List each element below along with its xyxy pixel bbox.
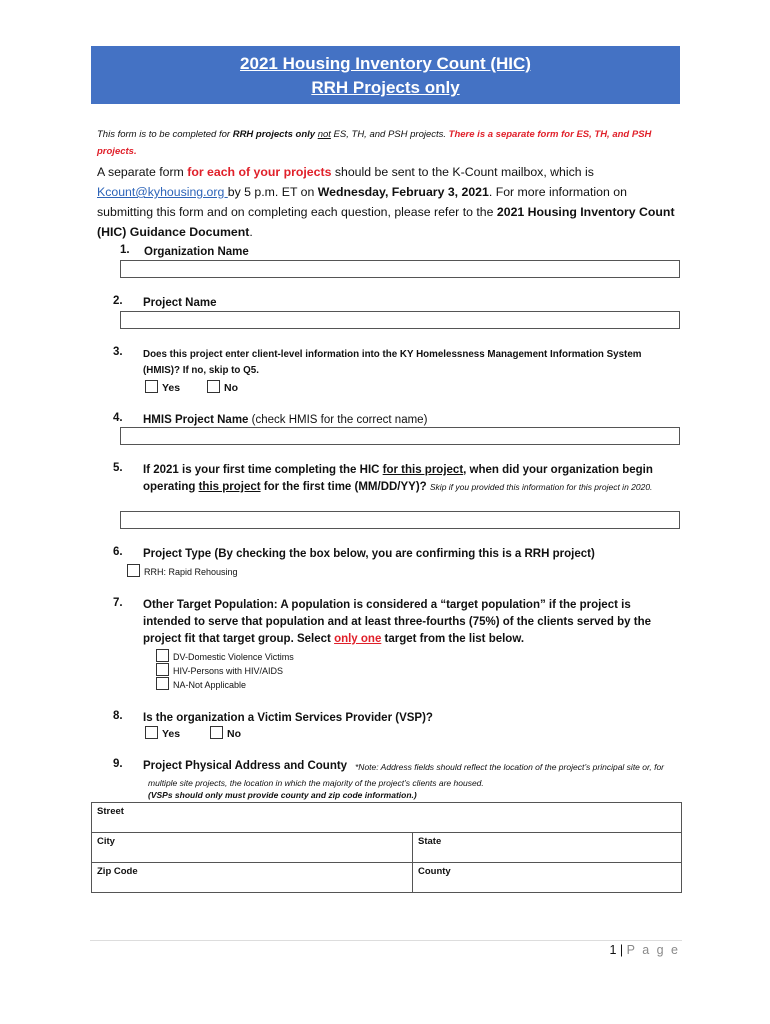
q4-label-text: HMIS Project Name bbox=[143, 414, 249, 426]
rrh-checkbox[interactable] bbox=[127, 564, 140, 577]
street-cell[interactable] bbox=[92, 803, 682, 833]
q8-number: 8. bbox=[113, 710, 123, 722]
q9-note: *Note: Address fields should reflect the location of the project’s principal site or, for multiple site projects, the location in which the majority of the project’s clients are housed. bbox=[148, 762, 664, 788]
city-label: City bbox=[97, 836, 115, 847]
intro-small-bold: RRH projects only bbox=[232, 129, 316, 140]
county-label: County bbox=[418, 866, 451, 877]
target-dv-label: DV-Domestic Violence Victims bbox=[173, 652, 294, 662]
q3-yes-label: Yes bbox=[162, 382, 181, 394]
target-hiv-label: HIV-Persons with HIV/AIDS bbox=[173, 666, 284, 676]
q7-part2: target from the list below. bbox=[381, 633, 525, 645]
form-header bbox=[91, 46, 680, 104]
intro-main-part2: should be sent to the K-Count mailbox, which is bbox=[331, 165, 594, 179]
form-subtitle: RRH Projects only bbox=[311, 78, 460, 97]
q8-yes-label: Yes bbox=[162, 728, 181, 740]
intro-main-part1: A separate form bbox=[97, 165, 188, 179]
q5-part2: , when did your organization begin operating bbox=[143, 464, 653, 493]
page-label: P a g e bbox=[626, 943, 680, 957]
page-footer bbox=[560, 943, 680, 957]
q5-underline1: for this project bbox=[382, 464, 464, 476]
project-name-field[interactable] bbox=[120, 311, 680, 329]
deadline-date: Wednesday, February 3, 2021 bbox=[317, 185, 489, 199]
county-cell[interactable] bbox=[413, 863, 682, 893]
q9-label: Project Physical Address and County bbox=[143, 760, 348, 772]
q8-no-option[interactable] bbox=[210, 726, 241, 740]
hmis-project-name-field[interactable] bbox=[120, 427, 680, 445]
q5-number: 5. bbox=[113, 462, 123, 474]
page-separator: | bbox=[616, 943, 627, 957]
state-label: State bbox=[418, 836, 442, 847]
q4-number: 4. bbox=[113, 412, 123, 424]
state-cell[interactable] bbox=[413, 833, 682, 863]
organization-name-field[interactable] bbox=[120, 260, 680, 278]
q9-number: 9. bbox=[113, 758, 123, 770]
intro-small-text bbox=[97, 126, 682, 160]
q8-yes-checkbox[interactable] bbox=[145, 726, 158, 739]
intro-main-part3: by 5 p.m. ET on bbox=[227, 185, 318, 199]
rrh-option[interactable] bbox=[127, 564, 238, 577]
target-na-checkbox[interactable] bbox=[156, 677, 169, 690]
q3-yes-option[interactable] bbox=[145, 380, 180, 394]
q6-label: Project Type (By checking the box below, you are confirming this is a RRH project) bbox=[143, 548, 595, 560]
q6-number: 6. bbox=[113, 546, 123, 558]
intro-small-not: not bbox=[317, 129, 331, 140]
rrh-label: RRH: Rapid Rehousing bbox=[144, 567, 238, 577]
intro-main-end: . bbox=[249, 225, 253, 239]
guidance-doc-name: 2021 Housing Inventory Count (HIC) Guidance Document bbox=[97, 205, 675, 239]
q8-no-label: No bbox=[227, 728, 241, 740]
q3-yes-checkbox[interactable] bbox=[145, 380, 158, 393]
intro-main-red: for each of your projects bbox=[187, 165, 332, 179]
target-dv-checkbox[interactable] bbox=[156, 649, 169, 662]
q8-no-checkbox[interactable] bbox=[210, 726, 223, 739]
page-number: 1 bbox=[609, 943, 617, 957]
intro-main-part4: . For more information on submitting this form and on completing each question, please refer to the bbox=[97, 185, 627, 219]
intro-main-text bbox=[97, 162, 682, 242]
target-dv-option[interactable] bbox=[156, 649, 294, 662]
intro-small-red: There is a separate form for ES, TH, and PSH projects. bbox=[97, 129, 652, 157]
target-hiv-checkbox[interactable] bbox=[156, 663, 169, 676]
q3-no-label: No bbox=[224, 382, 238, 394]
q4-hint: (check HMIS for the correct name) bbox=[248, 414, 428, 426]
target-na-label: NA-Not Applicable bbox=[173, 680, 247, 690]
zip-label: Zip Code bbox=[97, 866, 138, 877]
address-table bbox=[91, 802, 682, 893]
city-cell[interactable] bbox=[92, 833, 413, 863]
q8-yes-option[interactable] bbox=[145, 726, 180, 740]
q7-part1: Other Target Population: A population is considered a “target population” if the project is intended to serve that population and at least three-fourths (75%) of the clients served by the project fit that target group. Select bbox=[143, 599, 651, 645]
street-label: Street bbox=[97, 806, 124, 817]
footer-divider bbox=[90, 940, 682, 941]
q3-number: 3. bbox=[113, 346, 123, 358]
q7-label bbox=[143, 597, 668, 648]
q5-part1: If 2021 is your first time completing the HIC bbox=[143, 464, 383, 476]
q2-label: Project Name bbox=[143, 297, 217, 309]
q3-no-option[interactable] bbox=[207, 380, 238, 394]
q2-number: 2. bbox=[113, 295, 123, 307]
q8-label: Is the organization a Victim Services Provider (VSP)? bbox=[143, 712, 433, 724]
q3-no-checkbox[interactable] bbox=[207, 380, 220, 393]
q1-label: Organization Name bbox=[144, 246, 249, 258]
kcount-email-link[interactable]: Kcount@kyhousing.org bbox=[97, 185, 228, 199]
q5-note: Skip if you provided this information for this project in 2020. bbox=[429, 482, 653, 492]
q3-label: Does this project enter client-level information into the KY Homelessness Management Information System (HMIS)? If no, skip to Q5. bbox=[143, 349, 642, 376]
form-title: 2021 Housing Inventory Count (HIC) bbox=[240, 54, 531, 73]
q1-number: 1. bbox=[120, 244, 130, 256]
q9-vsp-note: (VSPs should only must provide county and zip code information.) bbox=[148, 790, 417, 800]
intro-small-part1: This form is to be completed for bbox=[97, 129, 233, 140]
q5-label bbox=[143, 462, 681, 496]
q7-number: 7. bbox=[113, 597, 123, 609]
intro-small-part2: ES, TH, and PSH projects. bbox=[330, 129, 449, 140]
target-na-option[interactable] bbox=[156, 677, 246, 690]
q5-part3: for the first time (MM/DD/YY)? bbox=[260, 481, 430, 493]
zip-cell[interactable] bbox=[92, 863, 413, 893]
q5-underline2: this project bbox=[198, 481, 261, 493]
target-hiv-option[interactable] bbox=[156, 663, 283, 676]
first-operating-date-field[interactable] bbox=[120, 511, 680, 529]
q7-only-one: only one bbox=[334, 633, 382, 645]
